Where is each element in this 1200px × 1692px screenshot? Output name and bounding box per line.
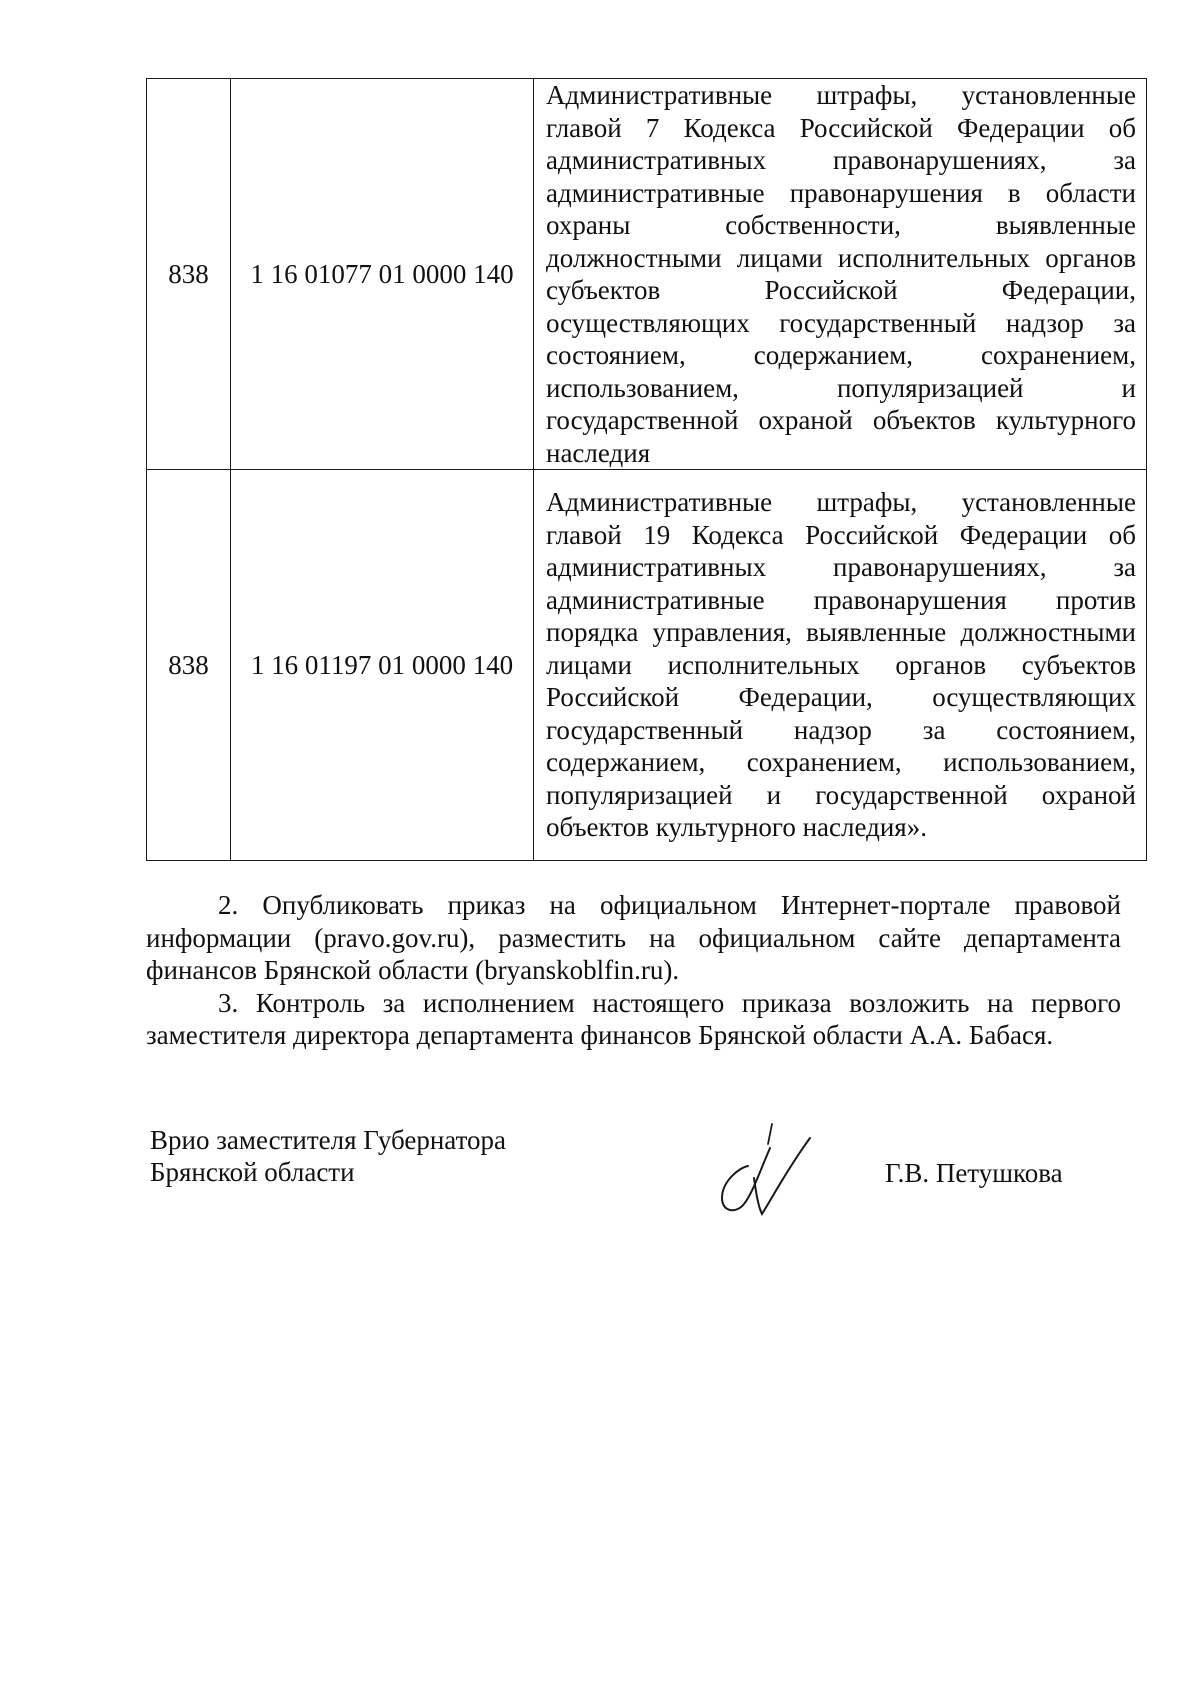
income-code-cell: 1 16 01077 01 0000 140 bbox=[231, 79, 534, 470]
budget-codes-table bbox=[146, 78, 1147, 861]
table-row bbox=[147, 470, 1147, 861]
paragraph-control: 3. Контроль за исполнением настоящего приказа возложить на первого заместителя директора департамента финансов Брянской области А.А. Бабася. bbox=[146, 987, 1121, 1050]
signatory-position-line2: Брянской области bbox=[150, 1157, 355, 1187]
description-cell: Административные штрафы, установленные главой 19 Кодекса Российской Федерации об административных правонарушениях, за административные правонарушения против порядка управления, выявленные должностными лицами исполнительных органов субъектов Российской Федерации, осуществляющих государственный надзор за состоянием, содержанием, сохранением, использованием, популяризацией и государственной охраной объектов культурного наследия». bbox=[534, 470, 1147, 861]
signatory-name: Г.В. Петушкова bbox=[885, 1158, 1063, 1188]
description-cell: Административные штрафы, установленные главой 7 Кодекса Российской Федерации об административных правонарушениях, за административные правонарушения в области охраны собственности, выявленные должностными лицами исполнительных органов субъектов Российской Федерации, осуществляющих государственный надзор за состоянием, содержанием, сохранением, использованием, популяризацией и государственной охраной объектов культурного наследия bbox=[534, 79, 1147, 470]
admin-code-cell: 838 bbox=[147, 470, 231, 861]
income-code-cell: 1 16 01197 01 0000 140 bbox=[231, 470, 534, 861]
handwritten-signature-icon bbox=[710, 1118, 825, 1218]
admin-code-cell: 838 bbox=[147, 79, 231, 470]
order-paragraphs bbox=[146, 889, 1121, 1052]
signatory-position-line1: Врио заместителя Губернатора bbox=[150, 1125, 507, 1155]
paragraph-publish: 2. Опубликовать приказ на официальном Интернет-портале правовой информации (pravo.gov.ru), разместить на официальном сайте департамента финансов Брянской области (bryanskoblfin.ru). bbox=[146, 890, 1121, 985]
signatory-position bbox=[150, 1124, 506, 1188]
table-row bbox=[147, 79, 1147, 470]
